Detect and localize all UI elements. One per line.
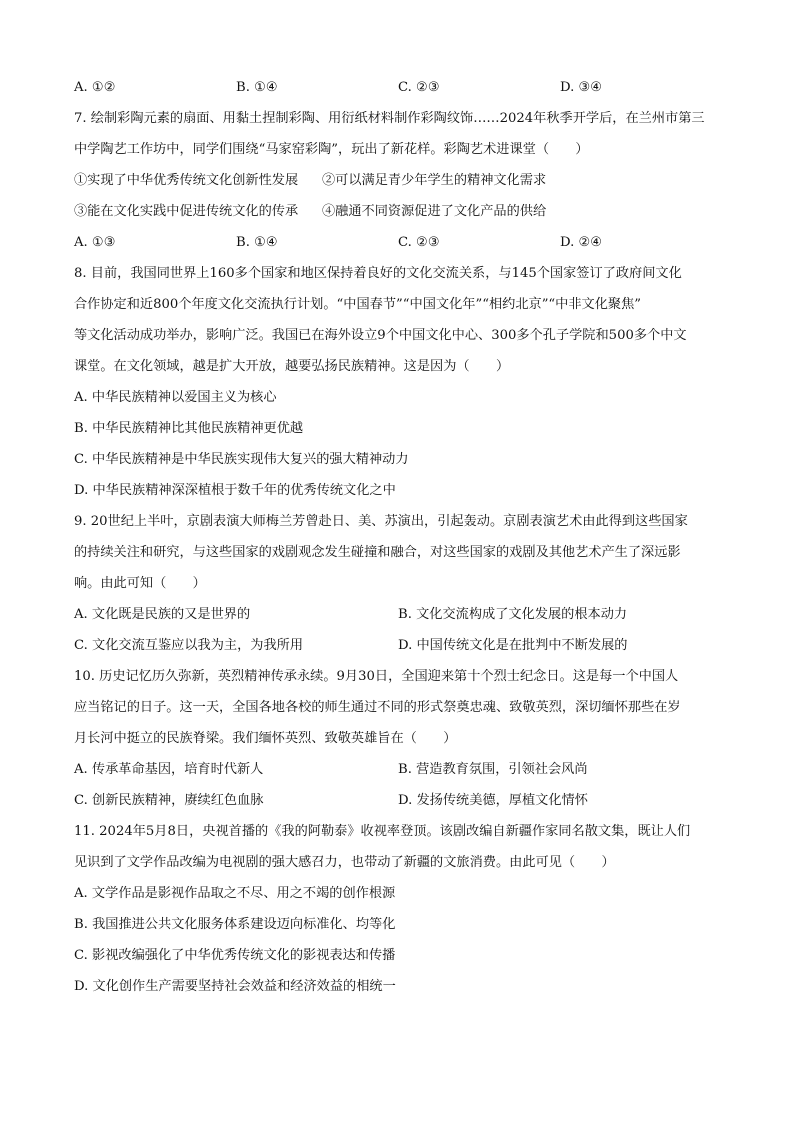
q7-statements-row: [74, 165, 724, 196]
q8-stem-line: 课堂。在文化领域，越是扩大开放，越要弘扬民族精神。这是因为（ ）: [74, 359, 510, 374]
q10-options-row: [74, 754, 724, 785]
q8-stem-line: 合作协定和近800个年度文化交流执行计划。“中国春节”“中国文化年”“相约北京”“中非文化聚焦”: [74, 297, 642, 312]
q8-option-c: C. 中华民族精神是中华民族实现伟大复兴的强大精神动力: [74, 452, 409, 467]
q8-option-b: B. 中华民族精神比其他民族精神更优越: [74, 421, 304, 436]
q7-option-d: D. ②④: [560, 235, 603, 250]
q10-option-d: D. 发扬传统美德，厚植文化情怀: [398, 793, 588, 808]
q7-statement-3: ③能在文化实践中促进传统文化的传承: [74, 204, 299, 219]
q8-stem-line: 等文化活动成功举办，影响广泛。我国已在海外设立9个中国文化中心、300多个孔子学院和500多个中文: [74, 328, 687, 343]
q9-options-row: [74, 630, 724, 661]
question-8: [74, 258, 724, 506]
q8-option-d: D. 中华民族精神深深植根于数千年的优秀传统文化之中: [74, 483, 396, 498]
q10-option-a: A. 传承革命基因，培育时代新人: [74, 762, 264, 777]
q9-stem-line: 响。由此可知（ ）: [74, 576, 206, 591]
q9-options-row: [74, 599, 724, 630]
q7-statement-2: ②可以满足青少年学生的精神文化需求: [322, 173, 547, 188]
q11-option-d: D. 文化创作生产需要坚持社会效益和经济效益的相统一: [74, 979, 396, 994]
q7-option-a: A. ①③: [74, 235, 116, 250]
q8-stem-line: 8. 目前，我国同世界上160多个国家和地区保持着良好的文化交流关系，与145个国家签订了政府间文化: [74, 266, 682, 281]
q11-stem-line: 见识到了文学作品改编为电视剧的强大感召力，也带动了新疆的文旅消费。由此可见（ ）: [74, 855, 615, 870]
q10-option-b: B. 营造教育氛围，引领社会风尚: [398, 762, 588, 777]
q11-stem-line: 11. 2024年5月8日，央视首播的《我的阿勒泰》收视率登顶。该剧改编自新疆作家同名散文集，既让人们: [74, 824, 691, 839]
q9-option-c: C. 文化交流互鉴应以我为主，为我所用: [74, 638, 304, 653]
q10-option-c: C. 创新民族精神，赓续红色血脉: [74, 793, 264, 808]
q9-stem-line: 9. 20世纪上半叶，京剧表演大师梅兰芳曾赴日、美、苏演出，引起轰动。京剧表演艺术由此得到这些国家: [74, 514, 688, 529]
q7-option-c: C. ②③: [398, 235, 440, 250]
q8-option-a: A. 中华民族精神以爱国主义为核心: [74, 390, 277, 405]
q6-options: [74, 72, 724, 103]
q9-stem-line: 的持续关注和研究，与这些国家的戏剧观念发生碰撞和融合，对这些国家的戏剧及其他艺术产生了深远影: [74, 545, 681, 560]
q10-stem-line: 应当铭记的日子。这一天，全国各地各校的师生通过不同的形式祭奠忠魂、致敬英烈，深切缅怀那些在岁: [74, 700, 681, 715]
exam-page: [74, 72, 724, 1002]
q6-option-c: C. ②③: [398, 80, 440, 95]
q7-stem-line: 7. 绘制彩陶元素的扇面、用黏土捏制彩陶、用衍纸材料制作彩陶纹饰……2024年秋季开学后，在兰州市第三: [74, 111, 705, 126]
q10-stem-line: 月长河中挺立的民族脊梁。我们缅怀英烈、致敬英雄旨在（ ）: [74, 731, 457, 746]
q7-option-b: B. ①④: [236, 235, 278, 250]
q11-option-b: B. 我国推进公共文化服务体系建设迈向标准化、均等化: [74, 917, 396, 932]
question-10: [74, 661, 724, 816]
q10-stem-line: 10. 历史记忆历久弥新，英烈精神传承永续。9月30日，全国迎来第十个烈士纪念日。这是每一个中国人: [74, 669, 679, 684]
q7-options: [74, 227, 724, 258]
q11-option-c: C. 影视改编强化了中华优秀传统文化的影视表达和传播: [74, 948, 396, 963]
question-9: [74, 506, 724, 661]
q7-statement-1: ①实现了中华优秀传统文化创新性发展: [74, 173, 299, 188]
q6-option-d: D. ③④: [560, 80, 603, 95]
q6-option-a: A. ①②: [74, 80, 116, 95]
question-11: [74, 816, 724, 1002]
q6-option-b: B. ①④: [236, 80, 278, 95]
q10-options-row: [74, 785, 724, 816]
q9-option-b: B. 文化交流构成了文化发展的根本动力: [398, 607, 628, 622]
q7-statements-row: [74, 196, 724, 227]
q9-option-d: D. 中国传统文化是在批判中不断发展的: [398, 638, 628, 653]
question-7: [74, 103, 724, 258]
q7-statement-4: ④融通不同资源促进了文化产品的供给: [322, 204, 547, 219]
q7-stem-line: 中学陶艺工作坊中，同学们围绕“马家窑彩陶”，玩出了新花样。彩陶艺术进课堂（ ）: [74, 142, 589, 157]
q9-option-a: A. 文化既是民族的又是世界的: [74, 607, 251, 622]
q11-option-a: A. 文学作品是影视作品取之不尽、用之不竭的创作根源: [74, 886, 396, 901]
